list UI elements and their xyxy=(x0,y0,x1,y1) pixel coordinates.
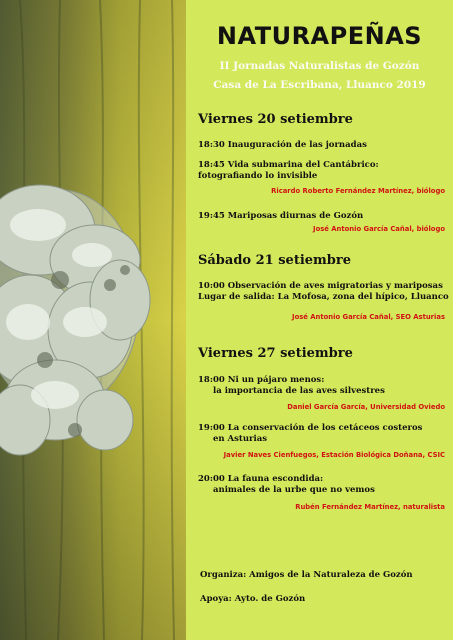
event-line: 18:00 Ni un pájaro menos: xyxy=(198,375,325,385)
event-speaker: Daniel García García, Universidad Oviedo xyxy=(287,403,445,411)
event-line: 19:45 Mariposas diurnas de Gozón xyxy=(198,211,364,221)
event-line: fotografiando lo invisible xyxy=(198,171,318,181)
event-item xyxy=(198,375,385,397)
program-panel xyxy=(186,0,453,640)
event-line: Lugar de salida: La Mofosa, zona del hípico, Lluanco xyxy=(198,292,449,302)
sponsor-credit: Apoya: Ayto. de Gozón xyxy=(200,594,306,604)
day-heading: Viernes 20 setiembre xyxy=(198,112,353,127)
event-line: 18:30 Inauguración de las jornadas xyxy=(198,140,367,150)
event-item xyxy=(198,140,367,151)
event-item xyxy=(198,281,449,303)
event-speaker: Javier Naves Cienfuegos, Estación Biológica Doñana, CSIC xyxy=(223,451,445,459)
event-line: 10:00 Observación de aves migratorias y mariposas xyxy=(198,281,443,291)
event-speaker: José Antonio García Cañal, biólogo xyxy=(313,225,445,233)
event-line: 18:45 Vida submarina del Cantábrico: xyxy=(198,160,379,170)
event-item xyxy=(198,423,422,445)
poster-venue: Casa de La Escribana, Lluanco 2019 xyxy=(213,79,426,91)
lichen-photo xyxy=(0,0,186,640)
day-heading: Sábado 21 setiembre xyxy=(198,253,351,268)
event-item xyxy=(198,474,375,496)
event-speaker: Ricardo Roberto Fernández Martínez, biólogo xyxy=(271,187,445,195)
event-line: animales de la urbe que no vemos xyxy=(213,485,375,495)
event-line: 19:00 La conservación de los cetáceos costeros xyxy=(198,423,423,433)
poster-subtitle: II Jornadas Naturalistas de Gozón xyxy=(219,60,420,72)
event-line: la importancia de las aves silvestres xyxy=(213,386,385,396)
organizer-credit: Organiza: Amigos de la Naturaleza de Gozón xyxy=(200,570,413,580)
event-speaker: Rubén Fernández Martínez, naturalista xyxy=(295,503,445,511)
day-heading: Viernes 27 setiembre xyxy=(198,346,353,361)
event-line: en Asturias xyxy=(213,434,268,444)
event-speaker: José Antonio García Cañal, SEO Asturias xyxy=(292,313,445,321)
event-item xyxy=(198,160,379,182)
event-item xyxy=(198,211,363,222)
poster-title: NATURAPEÑAS xyxy=(216,22,423,50)
event-line: 20:00 La fauna escondida: xyxy=(198,474,324,484)
